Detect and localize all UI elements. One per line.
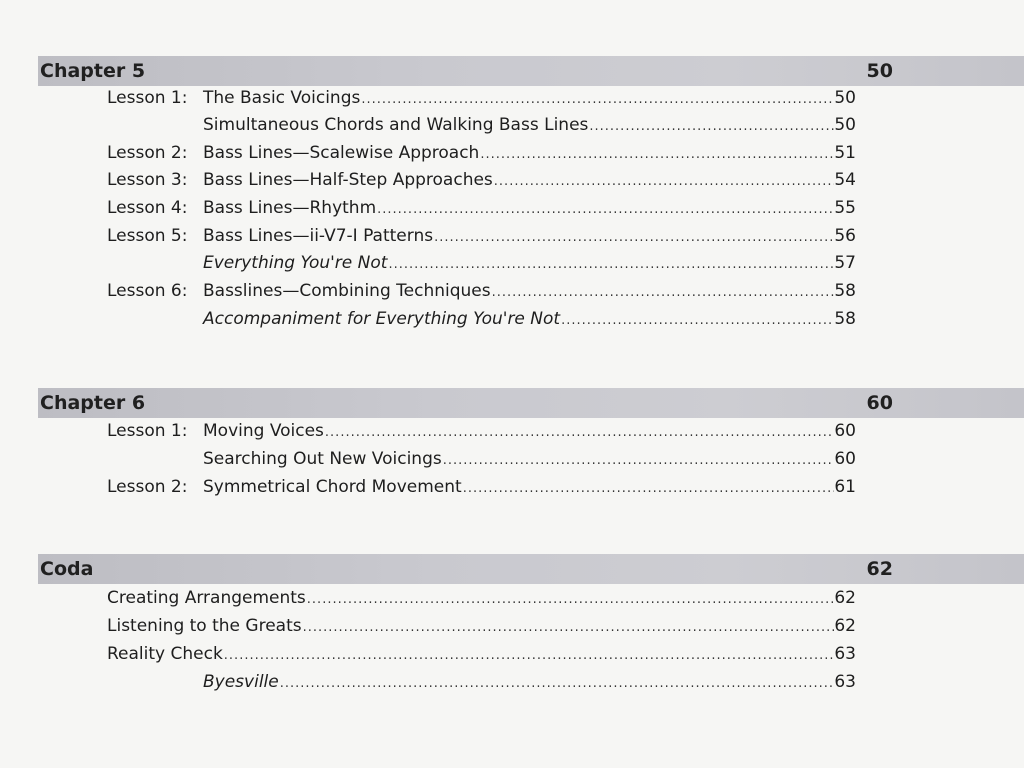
toc-entry (107, 614, 856, 640)
entry-title: Basslines—Combining Techniques (203, 281, 491, 301)
chapter-header (38, 56, 1024, 86)
dot-leader (303, 616, 834, 640)
dot-leader (434, 226, 834, 250)
entry-title: Simultaneous Chords and Walking Bass Lines (203, 115, 589, 135)
lesson-label: Lesson 2: (107, 143, 188, 163)
lesson-label: Lesson 5: (107, 226, 188, 246)
dot-leader (492, 281, 834, 305)
dot-leader (388, 253, 834, 277)
lesson-label: Lesson 6: (107, 281, 188, 301)
entry-page-number: 63 (834, 672, 856, 692)
entry-title: Symmetrical Chord Movement (203, 477, 462, 497)
toc-entry (203, 475, 856, 501)
lesson-label: Lesson 3: (107, 170, 188, 190)
dot-leader (377, 198, 834, 222)
entry-page-number: 55 (834, 198, 856, 218)
dot-leader (463, 477, 834, 501)
entry-page-number: 54 (834, 170, 856, 190)
dot-leader (325, 421, 834, 445)
entry-page-number: 60 (834, 449, 856, 469)
toc-entry (203, 447, 856, 473)
entry-title: Reality Check (107, 644, 223, 664)
entry-page-number: 57 (834, 253, 856, 273)
entry-page-number: 58 (834, 281, 856, 301)
entry-page-number: 63 (834, 644, 856, 664)
chapter-header (38, 554, 1024, 584)
toc-entry (203, 419, 856, 445)
entry-title: Moving Voices (203, 421, 324, 441)
chapter-title: Coda (40, 558, 94, 580)
entry-page-number: 51 (834, 143, 856, 163)
lesson-label: Lesson 4: (107, 198, 188, 218)
chapter-page-number: 50 (866, 60, 893, 82)
toc-entry (203, 251, 856, 277)
chapter-title: Chapter 5 (40, 60, 146, 82)
lesson-label: Lesson 2: (107, 477, 188, 497)
dot-leader (443, 449, 834, 473)
dot-leader (224, 644, 834, 668)
toc-entry (203, 670, 856, 696)
lesson-label: Lesson 1: (107, 421, 188, 441)
entry-title: Everything You're Not (203, 253, 388, 273)
toc-entry (203, 113, 856, 139)
lesson-label: Lesson 1: (107, 88, 188, 108)
chapter-page-number: 62 (866, 558, 893, 580)
entry-page-number: 50 (834, 88, 856, 108)
dot-leader (494, 170, 834, 194)
entry-title: Creating Arrangements (107, 588, 306, 608)
toc-entry (107, 586, 856, 612)
toc-entry (203, 224, 856, 250)
toc-entry (107, 642, 856, 668)
chapter-title: Chapter 6 (40, 392, 146, 414)
entry-title: Bass Lines—Half-Step Approaches (203, 170, 493, 190)
toc-entry (203, 307, 856, 333)
dot-leader (307, 588, 834, 612)
dot-leader (280, 672, 834, 696)
entry-title: The Basic Voicings (203, 88, 361, 108)
entry-page-number: 58 (834, 309, 856, 329)
entry-page-number: 61 (834, 477, 856, 497)
dot-leader (561, 309, 834, 333)
toc-entry (203, 279, 856, 305)
toc-entry (203, 141, 856, 167)
dot-leader (480, 143, 834, 167)
entry-page-number: 62 (834, 616, 856, 636)
chapter-page-number: 60 (866, 392, 893, 414)
entry-title: Bass Lines—ii-V7-I Patterns (203, 226, 434, 246)
toc-entry (203, 168, 856, 194)
toc-entry (203, 196, 856, 222)
entry-page-number: 50 (834, 115, 856, 135)
entry-page-number: 56 (834, 226, 856, 246)
dot-leader (361, 88, 834, 112)
entry-page-number: 60 (834, 421, 856, 441)
entry-title: Accompaniment for Everything You're Not (203, 309, 561, 329)
chapter-header (38, 388, 1024, 418)
entry-title: Listening to the Greats (107, 616, 302, 636)
entry-page-number: 62 (834, 588, 856, 608)
entry-title: Bass Lines—Scalewise Approach (203, 143, 480, 163)
dot-leader (589, 115, 834, 139)
entry-title: Byesville (203, 672, 279, 692)
entry-title: Bass Lines—Rhythm (203, 198, 377, 218)
toc-entry (203, 86, 856, 112)
entry-title: Searching Out New Voicings (203, 449, 442, 469)
